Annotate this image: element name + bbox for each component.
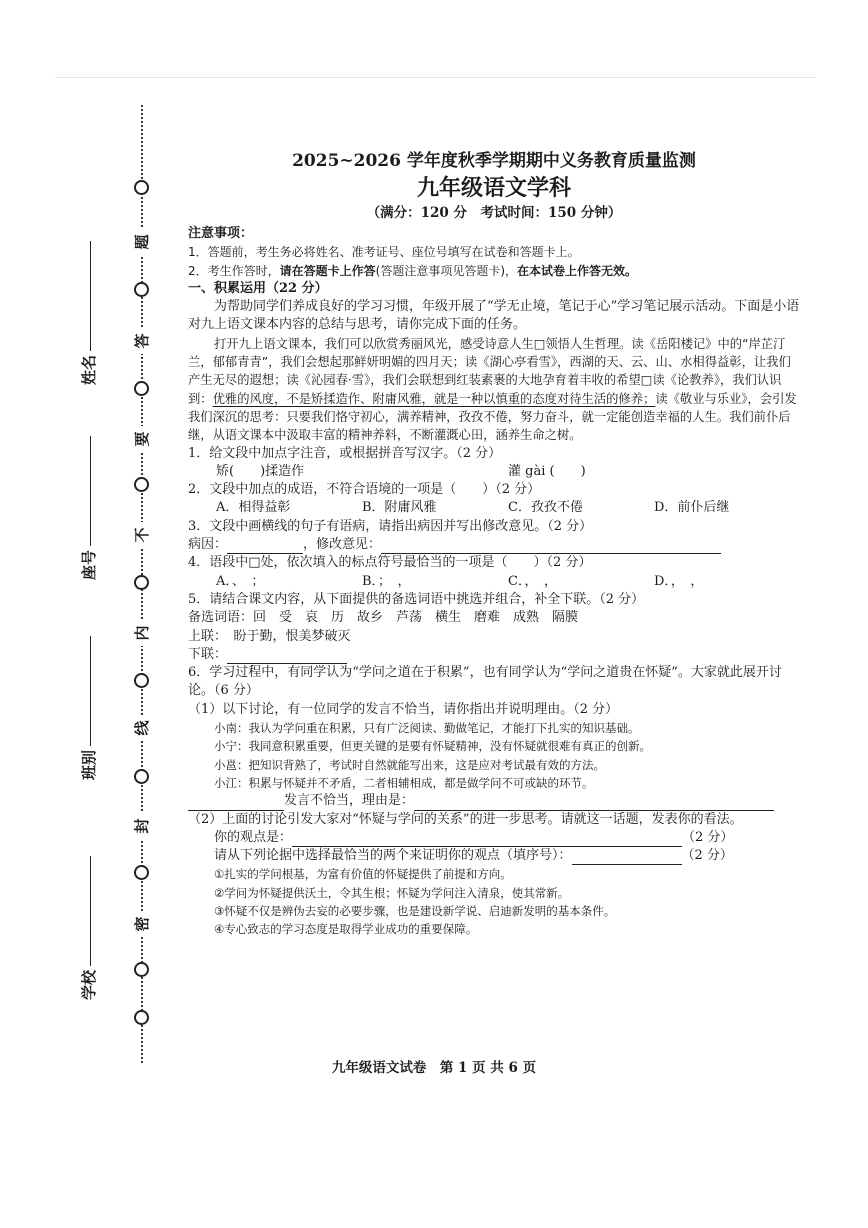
note-item: 1．答题前，考生务必将姓名、准考证号、座位号填写在试卷和答题卡上。 [188, 245, 580, 260]
binding-mark: 密 [133, 911, 151, 937]
speaker: 小南：我认为学问重在积累，只有广泛阅读、勤做笔记，才能打下扎实的知识基础。 [214, 721, 640, 736]
binding-mark: 题 [133, 229, 151, 255]
binding-mark: 不 [133, 522, 151, 548]
binding-mark: 要 [133, 426, 151, 452]
q4-option: C．， ， [508, 573, 557, 589]
binding-hole [134, 282, 149, 297]
class-field: 班别 [78, 636, 99, 780]
exam-info: （满分：120 分 考试时间：150 分钟） [366, 205, 622, 221]
binding-hole [134, 180, 149, 195]
q4-option: D．， ， [654, 573, 704, 589]
q4-option: A．、 ； [216, 573, 265, 589]
binding-hole [134, 477, 149, 492]
question-1: 1．给文段中加点字注音，或根据拼音写汉字。（2 分） [188, 445, 502, 461]
binding-hole [134, 1010, 149, 1025]
question-6-sub1: （1）以下讨论，有一位同学的发言不恰当，请你指出并说明理由。（2 分） [188, 701, 619, 717]
exam-title: 2025~2026 学年度秋季学期期中义务教育质量监测 [292, 151, 696, 171]
speaker: 小江：积累与怀疑并不矛盾，二者相辅相成，都是做学问不可或缺的环节。 [214, 775, 594, 790]
question-2: 2．文段中加点的成语，不符合语境的一项是（ ）（2 分） [188, 482, 541, 498]
binding-mark: 线 [133, 715, 151, 741]
q1-item-b: 灌 gài ( ) [508, 463, 586, 479]
binding-hole [134, 769, 149, 784]
question-6-view: 你的观点是： （2 分） [188, 829, 800, 847]
question-3: 3．文段中画横线的句子有语病，请指出病因并写出修改意见。（2 分） [188, 518, 593, 534]
binding-margin [125, 105, 159, 1065]
evidence-item: ②学问为怀疑提供沃土，令其生根；怀疑为学问注入清泉，使其常新。 [214, 885, 570, 900]
q2-option: D．前仆后继 [654, 500, 730, 516]
section-heading: 一、积累运用（22 分） [188, 280, 328, 296]
binding-hole [134, 673, 149, 688]
binding-hole [134, 962, 149, 977]
reading-passage: 打开九上语文课本，我们可以欣赏秀丽风光，感受诗意人生□领悟人生哲理。读《岳阳楼记》中的“岸芷汀兰，郁郁青青”，我们会想起那鲜妍明媚的四月天；读《湖心亭看雪》，西湖的天、云、山、水相得益彰，让我们产生无尽的遐想；读《沁园春·雪》，我们会联想到红装素裹的大地孕育着丰收的希望□读《论教养》，我们认识到：优雅的风度，不是矫揉造作、附庸风雅，就是一种以慎重的态度对待生活的修养；读《敬业与乐业》，会引发我们深沉的思考：只要我们恪守初心，满养精神，孜孜不倦，努力奋斗，就一定能创造幸福的人生。我们前仆后继，从语文课本中汲取丰富的精神养料，不断灌溉心田，涵养生命之树。 [188, 336, 797, 443]
question-4-options [188, 573, 800, 591]
q2-option: B．附庸风雅 [362, 500, 437, 516]
school-field: 学校 [78, 856, 99, 1000]
q1-item-a: 矫( )揉造作 [216, 463, 305, 479]
name-field: 姓名 [78, 241, 99, 385]
question-3-answer: 病因： ，修改意见： [188, 536, 800, 554]
q4-option: B．； ， [362, 573, 411, 589]
question-6: 6．学习过程中，有同学认为“学问之道在于积累”，也有同学认为“学问之道贵在怀疑”。大家就此展开讨论。（6 分） [188, 665, 782, 699]
note-item: 2．考生作答时，请在答题卡上作答(答题注意事项见答题卡)，在本试卷上作答无效。 [188, 263, 638, 278]
question-1-items [188, 463, 800, 481]
evidence-item: ①扎实的学问根基，为富有价值的怀疑提供了前提和方向。 [214, 867, 512, 882]
question-2-options [188, 499, 800, 517]
question-5-words: 备选词语：回 受 哀 历 故乡 芦荡 横生 磨难 成熟 隔膜 [188, 610, 579, 626]
speaker: 小邕：把知识背熟了，考试时自然就能写出来，这是应对考试最有效的方法。 [214, 757, 605, 772]
binding-hole [134, 381, 149, 396]
exam-subject: 九年级语文学科 [416, 175, 571, 201]
binding-mark: 内 [133, 620, 151, 646]
question-6-improper: 发言不恰当，理由是： [188, 792, 800, 810]
question-6-choose: 请从下列论据中选择最恰当的两个来证明你的观点（填序号）： （2 分） [188, 847, 800, 865]
question-6-sub2: （2）上面的讨论引发大家对“怀疑与学问的关系”的进一步思考。请就这一话题，发表你的看法。 [188, 811, 743, 827]
q2-option: A．相得益彰 [216, 500, 291, 516]
question-5: 5．请结合课文内容，从下面提供的备选词语中挑选并组合，补全下联。（2 分） [188, 591, 645, 607]
binding-hole [134, 865, 149, 880]
q2-option: C．孜孜不倦 [508, 500, 583, 516]
page-footer: 九年级语文试卷 第 1 页 共 6 页 [331, 1060, 537, 1076]
exam-page-body [188, 145, 800, 939]
question-4: 4．语段中□处，依次填入的标点符号最恰当的一项是（ ）（2 分） [188, 555, 592, 571]
binding-mark: 封 [133, 813, 151, 839]
evidence-item: ④专心致志的学习态度是取得学业成功的重要保障。 [214, 922, 478, 937]
evidence-item: ③怀疑不仅是辨伪去妄的必要步骤，也是建设新学说、启迪新发明的基本条件。 [214, 903, 616, 918]
question-5-lower: 下联： [188, 646, 800, 664]
binding-mark: 答 [133, 328, 151, 354]
section-intro: 为帮助同学们养成良好的学习习惯，年级开展了“学无止境，笔记于心”学习笔记展示活动。下面是小语对九上语文课本内容的总结与思考，请你完成下面的任务。 [188, 299, 800, 333]
question-5-upper: 上联： 盼于勤，恨美梦破灭 [188, 628, 351, 644]
underlined-sentence: 优雅的风度，不是矫揉造作、附庸风雅，就是一种以慎重的态度对待生活的修养； [212, 391, 656, 406]
notes-heading: 注意事项： [188, 226, 254, 241]
binding-hole [134, 575, 149, 590]
seat-number-field: 座号 [78, 436, 99, 580]
speaker: 小宁：我同意积累重要，但更关键的是要有怀疑精神，没有怀疑就很难有真正的创新。 [214, 739, 651, 754]
page-top-rule [55, 77, 815, 78]
